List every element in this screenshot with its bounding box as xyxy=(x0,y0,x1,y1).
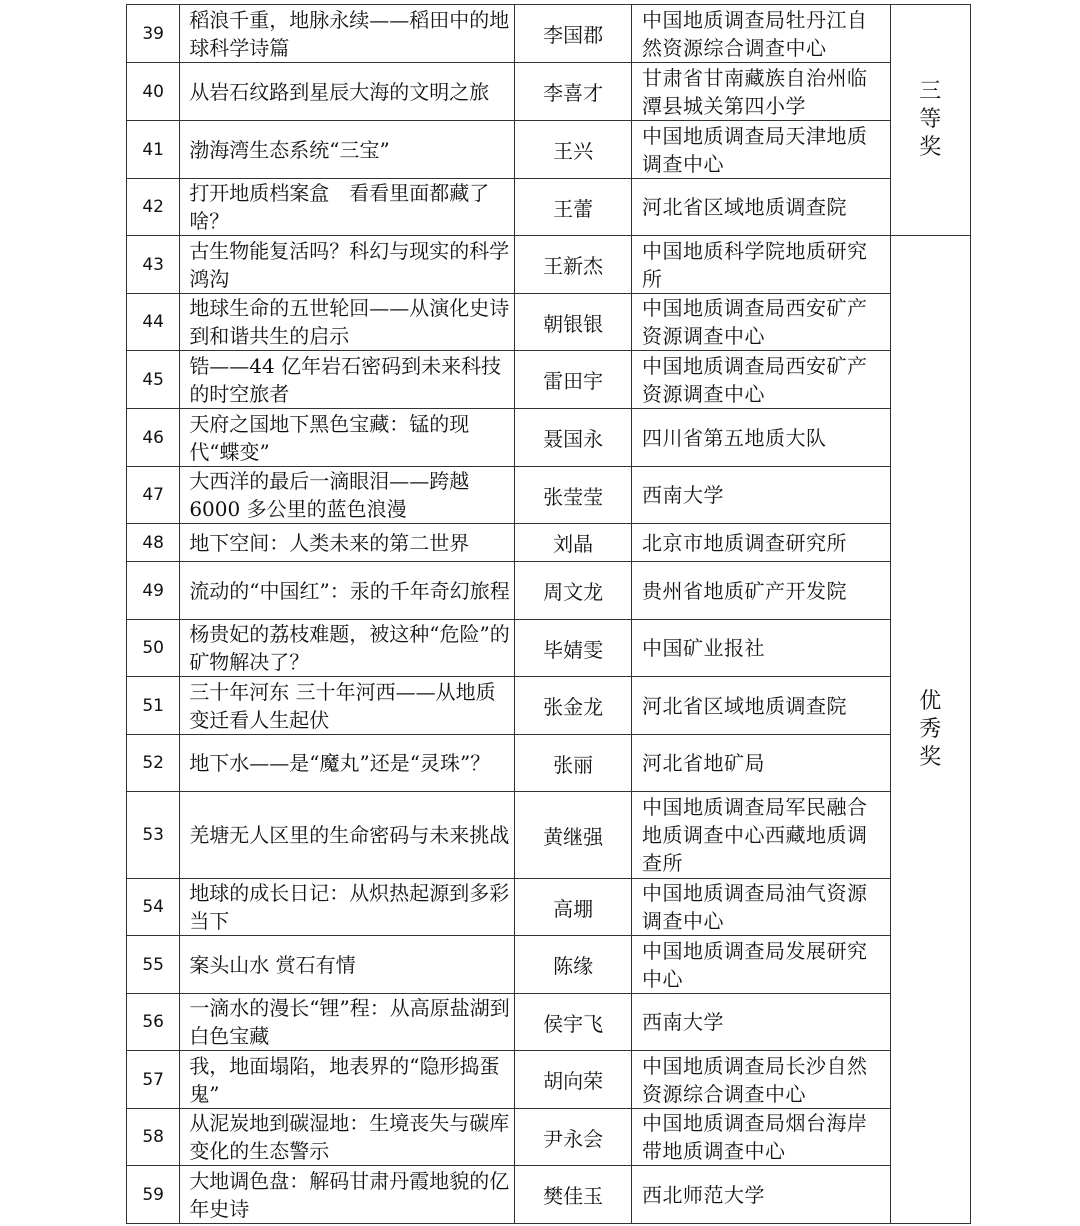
table-row xyxy=(127,63,971,121)
award-level-third xyxy=(890,5,970,236)
table-row xyxy=(127,294,971,351)
row-number: 41 xyxy=(127,121,180,179)
table-row xyxy=(127,1109,971,1166)
organization: 河北省区域地质调查院 xyxy=(631,179,890,236)
table-row xyxy=(127,467,971,524)
table-row xyxy=(127,236,971,294)
work-title: 地下空间：人类未来的第二世界 xyxy=(180,524,515,562)
organization: 中国地质调查局牡丹江自然资源综合调查中心 xyxy=(631,5,890,63)
work-title: 打开地质档案盒 看看里面都藏了啥？ xyxy=(180,179,515,236)
work-title: 天府之国地下黑色宝藏：锰的现代“蝶变” xyxy=(180,409,515,467)
row-number: 54 xyxy=(127,879,180,936)
organization: 河北省地矿局 xyxy=(631,735,890,792)
row-number: 55 xyxy=(127,936,180,994)
row-number: 42 xyxy=(127,179,180,236)
row-number: 39 xyxy=(127,5,180,63)
work-title: 古生物能复活吗？科幻与现实的科学鸿沟 xyxy=(180,236,515,294)
work-title: 一滴水的漫长“锂”程：从高原盐湖到白色宝藏 xyxy=(180,994,515,1051)
table-row xyxy=(127,351,971,409)
row-number: 43 xyxy=(127,236,180,294)
author-name: 侯宇飞 xyxy=(515,994,632,1051)
author-name: 刘晶 xyxy=(515,524,632,562)
work-title: 地球生命的五世轮回——从演化史诗到和谐共生的启示 xyxy=(180,294,515,351)
organization: 中国地质调查局烟台海岸带地质调查中心 xyxy=(631,1109,890,1166)
author-name: 王新杰 xyxy=(515,236,632,294)
table-row xyxy=(127,1051,971,1109)
work-title: 案头山水 赏石有情 xyxy=(180,936,515,994)
work-title: 大地调色盘：解码甘肃丹霞地貌的亿年史诗 xyxy=(180,1166,515,1224)
row-number: 48 xyxy=(127,524,180,562)
table-row xyxy=(127,735,971,792)
row-number: 57 xyxy=(127,1051,180,1109)
author-name: 张金龙 xyxy=(515,677,632,735)
organization: 贵州省地质矿产开发院 xyxy=(631,562,890,620)
organization: 中国地质调查局发展研究中心 xyxy=(631,936,890,994)
table-row xyxy=(127,1166,971,1224)
table-row xyxy=(127,5,971,63)
author-name: 聂国永 xyxy=(515,409,632,467)
author-name: 陈缘 xyxy=(515,936,632,994)
row-number: 49 xyxy=(127,562,180,620)
organization: 中国地质科学院地质研究所 xyxy=(631,236,890,294)
author-name: 雷田宇 xyxy=(515,351,632,409)
author-name: 王蕾 xyxy=(515,179,632,236)
work-title: 地球的成长日记：从炽热起源到多彩当下 xyxy=(180,879,515,936)
table-row xyxy=(127,409,971,467)
work-title: 三十年河东 三十年河西——从地质变迁看人生起伏 xyxy=(180,677,515,735)
row-number: 46 xyxy=(127,409,180,467)
organization: 中国地质调查局油气资源调查中心 xyxy=(631,879,890,936)
work-title: 地下水——是“魔丸”还是“灵珠”？ xyxy=(180,735,515,792)
row-number: 44 xyxy=(127,294,180,351)
organization: 甘肃省甘南藏族自治州临潭县城关第四小学 xyxy=(631,63,890,121)
award-level-excellent xyxy=(890,236,970,1224)
row-number: 56 xyxy=(127,994,180,1051)
table-row xyxy=(127,179,971,236)
author-name: 李国郡 xyxy=(515,5,632,63)
row-number: 53 xyxy=(127,792,180,879)
row-number: 59 xyxy=(127,1166,180,1224)
work-title: 从岩石纹路到星辰大海的文明之旅 xyxy=(180,63,515,121)
organization: 中国地质调查局西安矿产资源调查中心 xyxy=(631,351,890,409)
row-number: 58 xyxy=(127,1109,180,1166)
author-name: 尹永会 xyxy=(515,1109,632,1166)
award-list-table xyxy=(126,4,971,1224)
row-number: 52 xyxy=(127,735,180,792)
organization: 中国地质调查局军民融合地质调查中心西藏地质调查所 xyxy=(631,792,890,879)
work-title: 流动的“中国红”：汞的千年奇幻旅程 xyxy=(180,562,515,620)
table-row xyxy=(127,620,971,677)
organization: 中国矿业报社 xyxy=(631,620,890,677)
author-name: 周文龙 xyxy=(515,562,632,620)
author-name: 张丽 xyxy=(515,735,632,792)
work-title: 大西洋的最后一滴眼泪——跨越6000 多公里的蓝色浪漫 xyxy=(180,467,515,524)
organization: 西南大学 xyxy=(631,994,890,1051)
work-title: 锆——44 亿年岩石密码到未来科技的时空旅者 xyxy=(180,351,515,409)
work-title: 渤海湾生态系统“三宝” xyxy=(180,121,515,179)
work-title: 羌塘无人区里的生命密码与未来挑战 xyxy=(180,792,515,879)
author-name: 胡向荣 xyxy=(515,1051,632,1109)
row-number: 47 xyxy=(127,467,180,524)
work-title: 我，地面塌陷，地表界的“隐形捣蛋鬼” xyxy=(180,1051,515,1109)
author-name: 高堋 xyxy=(515,879,632,936)
table-row xyxy=(127,936,971,994)
row-number: 51 xyxy=(127,677,180,735)
organization: 四川省第五地质大队 xyxy=(631,409,890,467)
author-name: 张莹莹 xyxy=(515,467,632,524)
award-level-label: 三等奖 xyxy=(919,79,942,160)
table-row xyxy=(127,121,971,179)
author-name: 黄继强 xyxy=(515,792,632,879)
work-title: 从泥炭地到碳湿地：生境丧失与碳库变化的生态警示 xyxy=(180,1109,515,1166)
author-name: 李喜才 xyxy=(515,63,632,121)
organization: 西北师范大学 xyxy=(631,1166,890,1224)
organization: 中国地质调查局长沙自然资源综合调查中心 xyxy=(631,1051,890,1109)
table-row xyxy=(127,677,971,735)
table-row xyxy=(127,792,971,879)
row-number: 45 xyxy=(127,351,180,409)
organization: 河北省区域地质调查院 xyxy=(631,677,890,735)
organization: 北京市地质调查研究所 xyxy=(631,524,890,562)
row-number: 50 xyxy=(127,620,180,677)
organization: 中国地质调查局天津地质调查中心 xyxy=(631,121,890,179)
work-title: 稻浪千重，地脉永续——稻田中的地球科学诗篇 xyxy=(180,5,515,63)
author-name: 朝银银 xyxy=(515,294,632,351)
author-name: 樊佳玉 xyxy=(515,1166,632,1224)
table-row xyxy=(127,524,971,562)
organization: 西南大学 xyxy=(631,467,890,524)
work-title: 杨贵妃的荔枝难题，被这种“危险”的矿物解决了？ xyxy=(180,620,515,677)
table-row xyxy=(127,994,971,1051)
author-name: 毕婧雯 xyxy=(515,620,632,677)
table-row xyxy=(127,879,971,936)
author-name: 王兴 xyxy=(515,121,632,179)
organization: 中国地质调查局西安矿产资源调查中心 xyxy=(631,294,890,351)
table-row xyxy=(127,562,971,620)
award-level-label: 优秀奖 xyxy=(919,688,942,770)
row-number: 40 xyxy=(127,63,180,121)
